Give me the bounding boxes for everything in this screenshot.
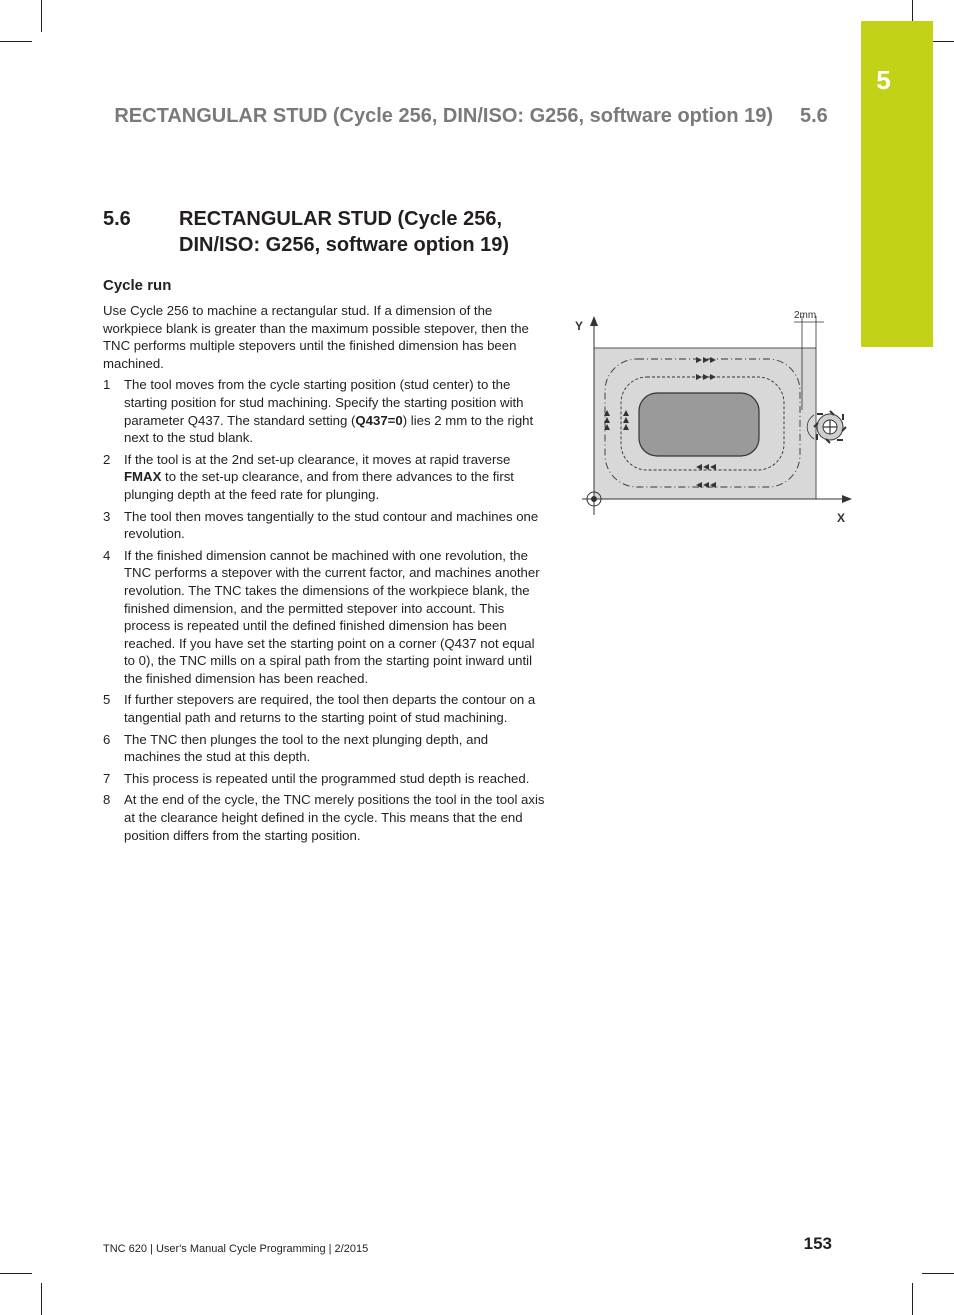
page-number: 153 xyxy=(803,1234,832,1253)
list-item xyxy=(103,376,548,446)
step-text: The TNC then plunges the tool to the next plunging depth, and machines the stud at this depth. xyxy=(124,731,489,765)
list-item xyxy=(103,791,548,844)
step-number: 7 xyxy=(103,770,111,786)
footer-text: TNC 620 | User's Manual Cycle Programming | 2/2015 xyxy=(103,1243,369,1255)
x-axis-arrow-icon xyxy=(842,495,852,503)
list-item xyxy=(103,547,548,688)
crop-mark xyxy=(0,1273,32,1274)
y-axis-label: Y xyxy=(575,319,584,333)
step-number: 1 xyxy=(103,377,111,393)
step-text: If the finished dimension cannot be machined with one revolution, the TNC performs a stepover with the current factor, and machines another revolution. The TNC takes the dimensions of the workpiece blank, the finished dimension, and the permitted stepover into account. This process is repeated until the defined finished dimension has been reached. If you have set the starting point on a corner (Q437 not equal to 0), the TNC mills on a spiral path from the starting point inward until the finished dimension has been reached. xyxy=(124,547,540,686)
running-header-section-number: 5.6 xyxy=(800,105,828,127)
step-text-end: to the set-up clearance, and from there advances to the first plunging depth at the feed rate for plunging. xyxy=(124,469,514,502)
chapter-tab xyxy=(861,21,933,347)
step-number: 3 xyxy=(103,508,111,524)
crop-mark xyxy=(0,41,32,42)
running-header-title: RECTANGULAR STUD (Cycle 256, DIN/ISO: G256, software option 19) xyxy=(114,105,773,127)
step-text: The tool then moves tangentially to the stud contour and machines one revolution. xyxy=(124,508,539,542)
step-text: At the end of the cycle, the TNC merely positions the tool in the tool axis at the clearance height defined in the cycle. This means that the end position differs from the starting position. xyxy=(124,792,545,843)
stud-machining-diagram xyxy=(572,300,862,530)
section-number: 5.6 xyxy=(103,208,131,230)
step-number: 6 xyxy=(103,731,111,747)
step-number: 2 xyxy=(103,451,111,467)
step-text: If the tool is at the 2nd set-up clearance, it moves at rapid traverse xyxy=(124,451,511,467)
step-keyword: Q437=0 xyxy=(355,412,403,428)
crop-mark xyxy=(41,1283,42,1315)
list-item xyxy=(103,691,548,726)
step-text-end: ) lies 2 mm to the right next to the stud blank. xyxy=(124,412,534,446)
section-title: RECTANGULAR STUD (Cycle 256, DIN/ISO: G256, software option 19) xyxy=(179,208,510,256)
chapter-number: 5 xyxy=(876,65,891,95)
crop-mark xyxy=(912,1283,913,1315)
step-text: The tool moves from the cycle starting position (stud center) to the starting position for stud machining. Specify the starting position with parameter Q437. The standard setting ( xyxy=(124,377,524,428)
step-text: This process is repeated until the programmed stud depth is reached. xyxy=(124,770,530,786)
x-axis-label: X xyxy=(837,511,846,525)
list-item xyxy=(103,508,548,543)
step-number: 8 xyxy=(103,792,111,808)
step-keyword: FMAX xyxy=(124,469,162,485)
step-number: 5 xyxy=(103,692,111,708)
list-item xyxy=(103,770,548,788)
crop-mark xyxy=(922,1273,954,1274)
dimension-label: 2mm xyxy=(794,310,817,321)
step-number: 4 xyxy=(103,547,111,563)
y-axis-arrow-icon xyxy=(590,316,598,326)
subheading: Cycle run xyxy=(103,277,172,294)
list-item xyxy=(103,731,548,766)
crop-mark xyxy=(41,0,42,32)
step-text: If further stepovers are required, the tool then departs the contour on a tangential path and returns to the starting point of stud machining. xyxy=(124,692,536,726)
body-text xyxy=(103,302,548,848)
intro-paragraph: Use Cycle 256 to machine a rectangular stud. If a dimension of the workpiece blank is greater than the maximum possible stepover, then the TNC performs multiple stepovers until the finished dimension has been machined. xyxy=(103,303,529,371)
steps-list xyxy=(103,376,548,844)
stud xyxy=(639,393,759,456)
list-item xyxy=(103,451,548,504)
